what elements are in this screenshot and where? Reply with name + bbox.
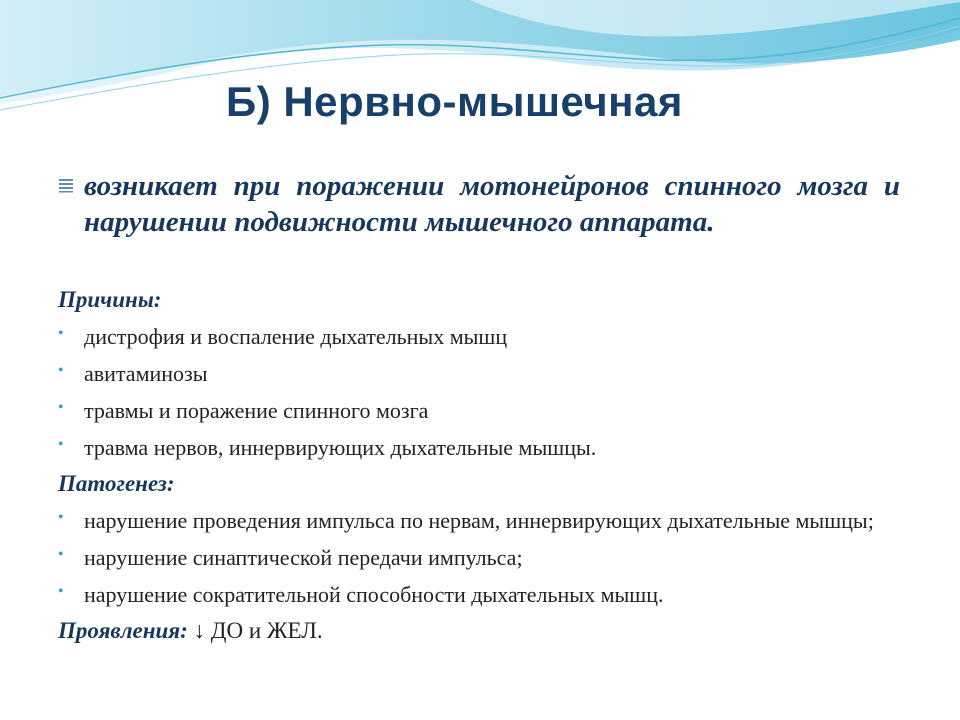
bullet-icon: •	[58, 436, 64, 453]
list-item: • нарушение синаптической передачи импульса;	[58, 545, 523, 570]
list-item: • нарушение сократительной способности дыхательных мышц.	[58, 582, 664, 607]
bullet-icon: •	[58, 325, 64, 342]
list-item: • авитаминозы	[58, 361, 208, 386]
manifestations-line	[58, 617, 918, 645]
bullet-icon: •	[58, 362, 64, 379]
bullet-icon: •	[58, 509, 64, 526]
bullet-icon: •	[58, 583, 64, 600]
manifestations-label: Проявления:	[58, 618, 188, 643]
manifestations-value: ↓ ДО и ЖЕЛ.	[187, 618, 323, 643]
list-item: • нарушение проведения импульса по нервам, иннервирующих дыхательные мышцы;	[58, 508, 874, 533]
slide-title: Б) Нервно-мышечная	[226, 78, 683, 125]
pathogenesis-heading: Патогенез:	[58, 471, 175, 496]
slide-body	[58, 286, 918, 645]
causes-heading: Причины:	[58, 287, 162, 312]
bullet-icon: •	[58, 399, 64, 416]
list-icon	[58, 177, 74, 193]
list-item: • травмы и поражение спинного мозга	[58, 398, 429, 423]
causes-list	[58, 322, 918, 462]
list-item: • дистрофия и воспаление дыхательных мышц	[58, 324, 508, 349]
pathogenesis-list	[58, 506, 918, 609]
lead-statement: возникает при поражении мотонейронов спинного мозга и нарушении подвижности мышечного аппарата.	[84, 170, 900, 238]
bullet-icon: •	[58, 546, 64, 563]
list-item: • травма нервов, иннервирующих дыхательные мышцы.	[58, 435, 597, 460]
